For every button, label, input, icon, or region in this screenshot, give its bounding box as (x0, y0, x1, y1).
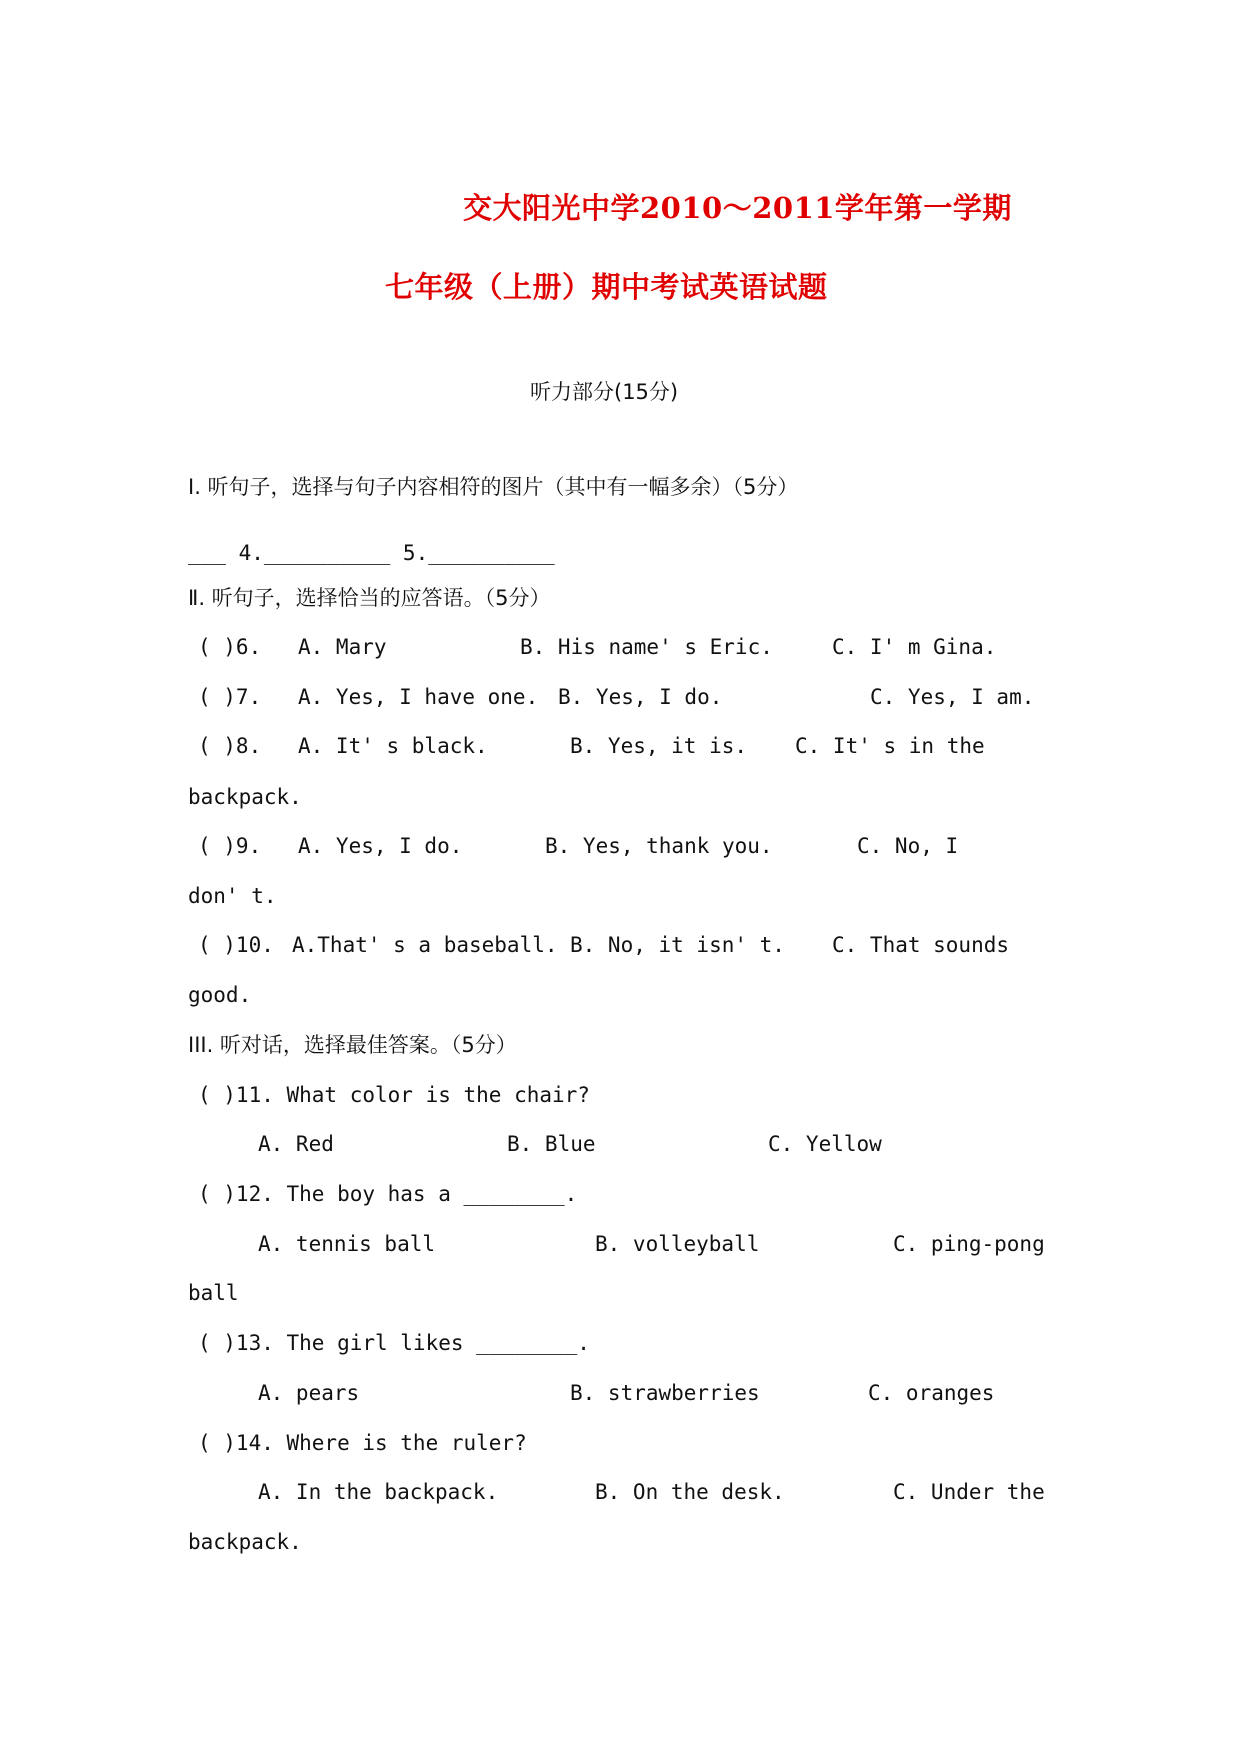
option-a: A. tennis ball (258, 1232, 436, 1256)
option-c: C. I' m Gina. (832, 635, 997, 659)
option-c-continued: backpack. (188, 785, 302, 809)
question-prefix: ( )9. (198, 834, 262, 858)
option-c: C. ping-pong (893, 1232, 1045, 1256)
option-a: A. In the backpack. (258, 1480, 499, 1504)
section-1-blanks: ___ 4.__________ 5.__________ (188, 541, 555, 565)
listening-heading: 听力部分(15分) (530, 380, 679, 404)
question-prefix: ( )8. (198, 734, 262, 758)
question-stem: ( )11. What color is the chair? (198, 1083, 590, 1107)
option-b: B. Yes, it is. (570, 734, 748, 758)
section-2-heading: Ⅱ. 听句子，选择恰当的应答语。（5分） (188, 586, 551, 610)
option-a: A.That' s a baseball. (292, 933, 558, 957)
option-c: C. Yes, I am. (870, 685, 1035, 709)
option-a: A. Yes, I do. (298, 834, 463, 858)
option-c: C. Under the (893, 1480, 1045, 1504)
question-stem: ( )12. The boy has a ________. (198, 1182, 578, 1206)
option-a: A. Red (258, 1132, 334, 1156)
question-stem: ( )14. Where is the ruler? (198, 1431, 527, 1455)
option-b: B. Yes, I do. (558, 685, 723, 709)
option-c: C. It' s in the (795, 734, 985, 758)
option-a: A. pears (258, 1381, 360, 1405)
option-b: B. strawberries (570, 1381, 760, 1405)
option-b: B. His name' s Eric. (520, 635, 773, 659)
option-c: C. oranges (868, 1381, 995, 1405)
question-stem: ( )13. The girl likes ________. (198, 1331, 590, 1355)
option-a: A. It' s black. (298, 734, 488, 758)
question-prefix: ( )10. (198, 933, 274, 957)
option-b: B. No, it isn' t. (570, 933, 785, 957)
question-prefix: ( )7. (198, 685, 262, 709)
option-c-continued: don' t. (188, 884, 277, 908)
option-a: A. Mary (298, 635, 387, 659)
option-c-continued: good. (188, 983, 252, 1007)
section-1-heading: Ⅰ. 听句子，选择与句子内容相符的图片（其中有一幅多余）（5分） (188, 475, 799, 499)
option-c: C. That sounds (832, 933, 1010, 957)
option-b: B. Yes, thank you. (545, 834, 773, 858)
option-b: B. On the desk. (595, 1480, 785, 1504)
option-c: C. No, I (857, 834, 959, 858)
title-line-2: 七年级（上册）期中考试英语试题 (385, 270, 828, 304)
option-a: A. Yes, I have one. (298, 685, 539, 709)
section-3-heading: III. 听对话，选择最佳答案。（5分） (188, 1033, 517, 1057)
option-c-continued: ball (188, 1281, 239, 1305)
option-b: B. volleyball (595, 1232, 760, 1256)
option-c: C. Yellow (768, 1132, 882, 1156)
option-c-continued: backpack. (188, 1530, 302, 1554)
title-line-1: 交大阳光中学2010～2011学年第一学期 (463, 191, 1012, 225)
option-b: B. Blue (507, 1132, 596, 1156)
question-prefix: ( )6. (198, 635, 262, 659)
